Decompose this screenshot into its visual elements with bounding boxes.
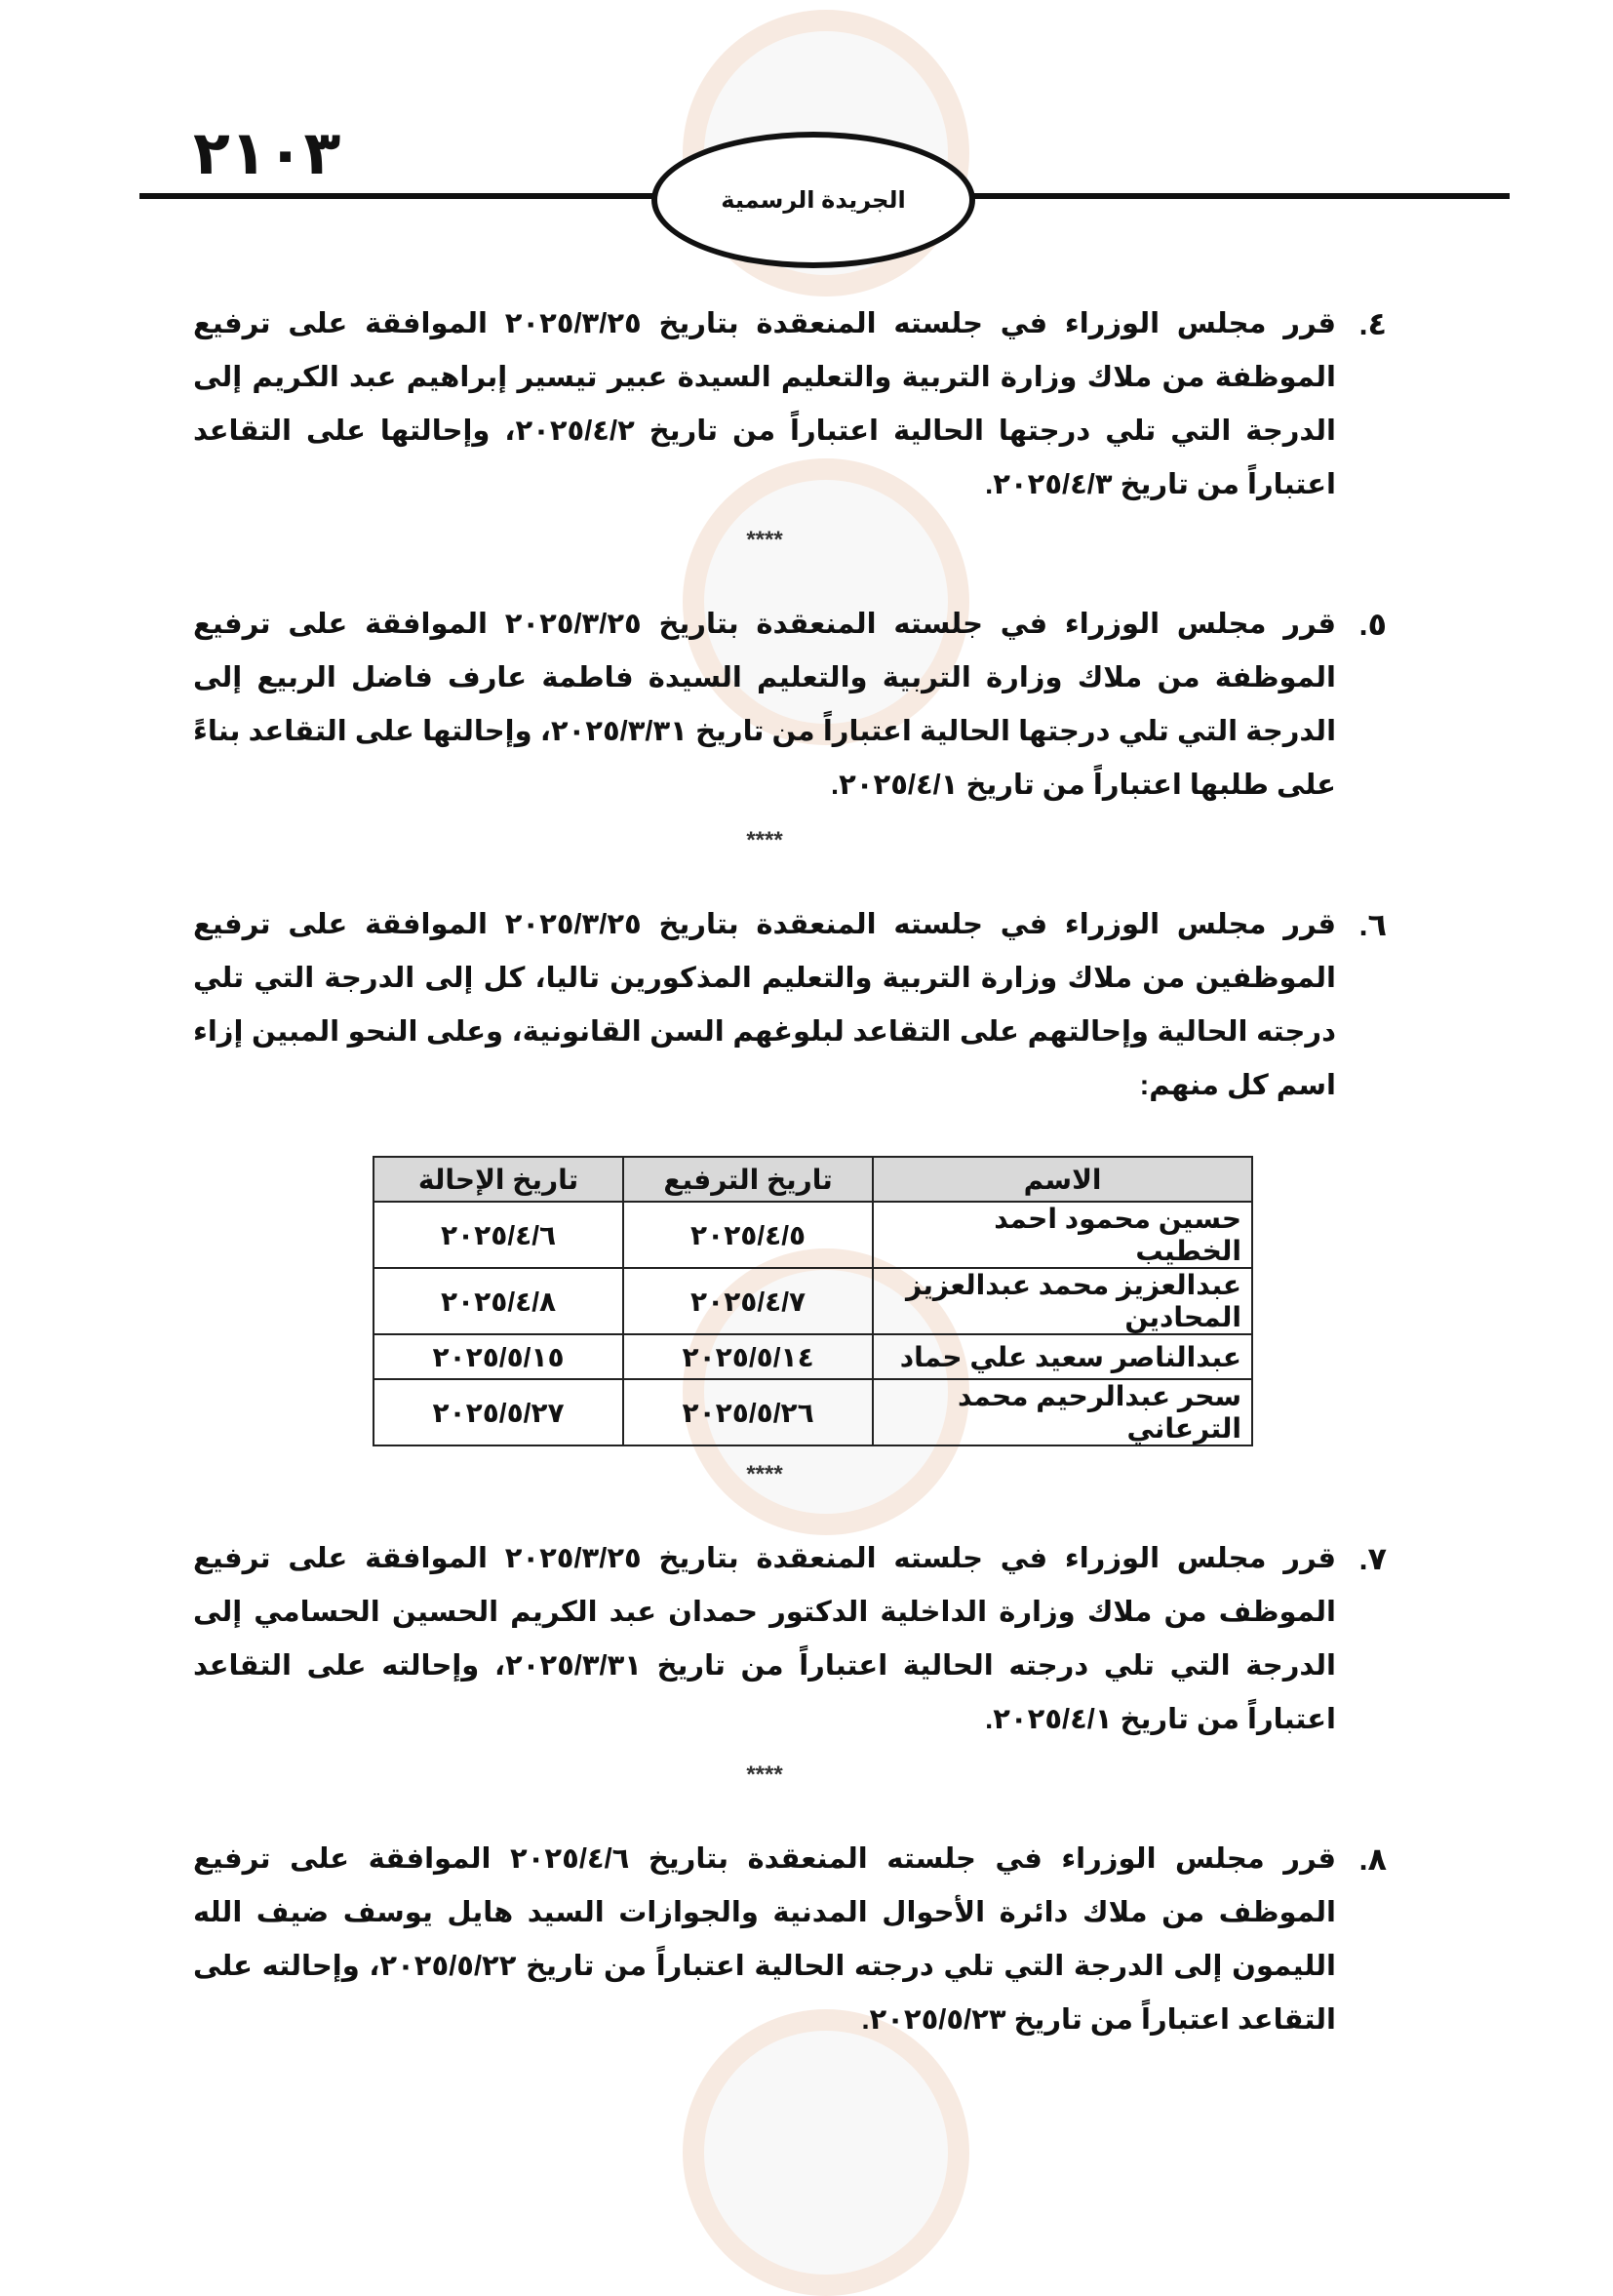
header-retirement-date: تاريخ الإحالة	[374, 1157, 623, 1202]
item-number: ٦.	[1358, 907, 1387, 942]
cell-retirement-date: ٢٠٢٥/٥/٢٧	[374, 1379, 623, 1445]
gazette-title: الجريدة الرسمية	[651, 132, 975, 268]
page-content	[193, 297, 1387, 2047]
table-row	[374, 1334, 1252, 1379]
cell-promotion-date: ٢٠٢٥/٥/١٤	[623, 1334, 873, 1379]
cell-promotion-date: ٢٠٢٥/٤/٧	[623, 1268, 873, 1334]
separator: ****	[746, 827, 783, 853]
separator: ****	[746, 1762, 783, 1788]
separator: ****	[746, 1461, 783, 1487]
item-number: ٥.	[1358, 607, 1387, 642]
item-text: قرر مجلس الوزراء في جلسته المنعقدة بتاريخ ٢٠٢٥/٣/٢٥ الموافقة على ترفيع الموظف من ملاك وزارة الداخلية الدكتور حمدان عبد الكريم الحسين الحسامي إلى الدرجة التي تلي درجته الحالية اعتباراً من تاريخ ٢٠٢٥/٣/٣١، وإحالته على التقاعد اعتباراً من تاريخ ٢٠٢٥/٤/١.	[193, 1543, 1336, 1735]
item-text: قرر مجلس الوزراء في جلسته المنعقدة بتاريخ ٢٠٢٥/٣/٢٥ الموافقة على ترفيع الموظفة من ملاك وزارة التربية والتعليم السيدة عبير تيسير إبراهيم عبد الكريم إلى الدرجة التي تلي درجتها الحالية اعتباراً من تاريخ ٢٠٢٥/٤/٢، وإحالتها على التقاعد اعتباراً من تاريخ ٢٠٢٥/٤/٣.	[193, 308, 1336, 500]
table-row	[374, 1379, 1252, 1445]
item-text: قرر مجلس الوزراء في جلسته المنعقدة بتاريخ ٢٠٢٥/٣/٢٥ الموافقة على ترفيع الموظفين من ملاك وزارة التربية والتعليم المذكورين تاليا، كل إلى الدرجة التي تلي درجته الحالية وإحالتهم على التقاعد لبلوغهم السن القانونية، وعلى النحو المبين إزاء اسم كل منهم:	[193, 909, 1337, 1101]
decision-item-5	[193, 598, 1387, 812]
separator: ****	[746, 527, 783, 553]
page-number: ٢١٠٣	[193, 120, 341, 187]
table-row	[374, 1202, 1252, 1268]
header-name: الاسم	[873, 1157, 1252, 1202]
item-text: قرر مجلس الوزراء في جلسته المنعقدة بتاريخ ٢٠٢٥/٣/٢٥ الموافقة على ترفيع الموظفة من ملاك وزارة التربية والتعليم السيدة فاطمة عارف فاضل الربيع إلى الدرجة التي تلي درجتها الحالية اعتباراً من تاريخ ٢٠٢٥/٣/٣١، وإحالتها على التقاعد بناءً على طلبها اعتباراً من تاريخ ٢٠٢٥/٤/١.	[193, 609, 1337, 801]
item-number: ٧.	[1358, 1541, 1387, 1576]
cell-promotion-date: ٢٠٢٥/٥/٢٦	[623, 1379, 873, 1445]
header-promotion-date: تاريخ الترفيع	[623, 1157, 873, 1202]
cell-retirement-date: ٢٠٢٥/٤/٨	[374, 1268, 623, 1334]
cell-retirement-date: ٢٠٢٥/٤/٦	[374, 1202, 623, 1268]
cell-retirement-date: ٢٠٢٥/٥/١٥	[374, 1334, 623, 1379]
item-number: ٤.	[1358, 306, 1387, 341]
item-text: قرر مجلس الوزراء في جلسته المنعقدة بتاريخ ٢٠٢٥/٤/٦ الموافقة على ترفيع الموظف من ملاك دائرة الأحوال المدنية والجوازات السيد هايل يوسف ضيف الله الليمون إلى الدرجة التي تلي درجته الحالية اعتباراً من تاريخ ٢٠٢٥/٥/٢٢، وإحالته على التقاعد اعتباراً من تاريخ ٢٠٢٥/٥/٢٣.	[193, 1843, 1336, 2036]
table-row	[374, 1268, 1252, 1334]
cell-name: عبدالعزيز محمد عبدالعزيز المحادين	[873, 1268, 1252, 1334]
decision-item-4	[193, 297, 1387, 512]
decision-item-7	[193, 1532, 1387, 1747]
watermark-clock	[683, 2009, 969, 2296]
cell-name: سحر عبدالرحيم محمد الترعاني	[873, 1379, 1252, 1445]
cell-promotion-date: ٢٠٢٥/٤/٥	[623, 1202, 873, 1268]
employees-table	[373, 1156, 1253, 1446]
table-header-row	[374, 1157, 1252, 1202]
decision-item-6	[193, 898, 1387, 1113]
cell-name: عبدالناصر سعيد علي حماد	[873, 1334, 1252, 1379]
cell-name: حسين محمود احمد الخطيب	[873, 1202, 1252, 1268]
decision-item-8	[193, 1833, 1387, 2047]
employees-table-wrapper	[373, 1156, 1253, 1446]
item-number: ٨.	[1358, 1841, 1387, 1877]
